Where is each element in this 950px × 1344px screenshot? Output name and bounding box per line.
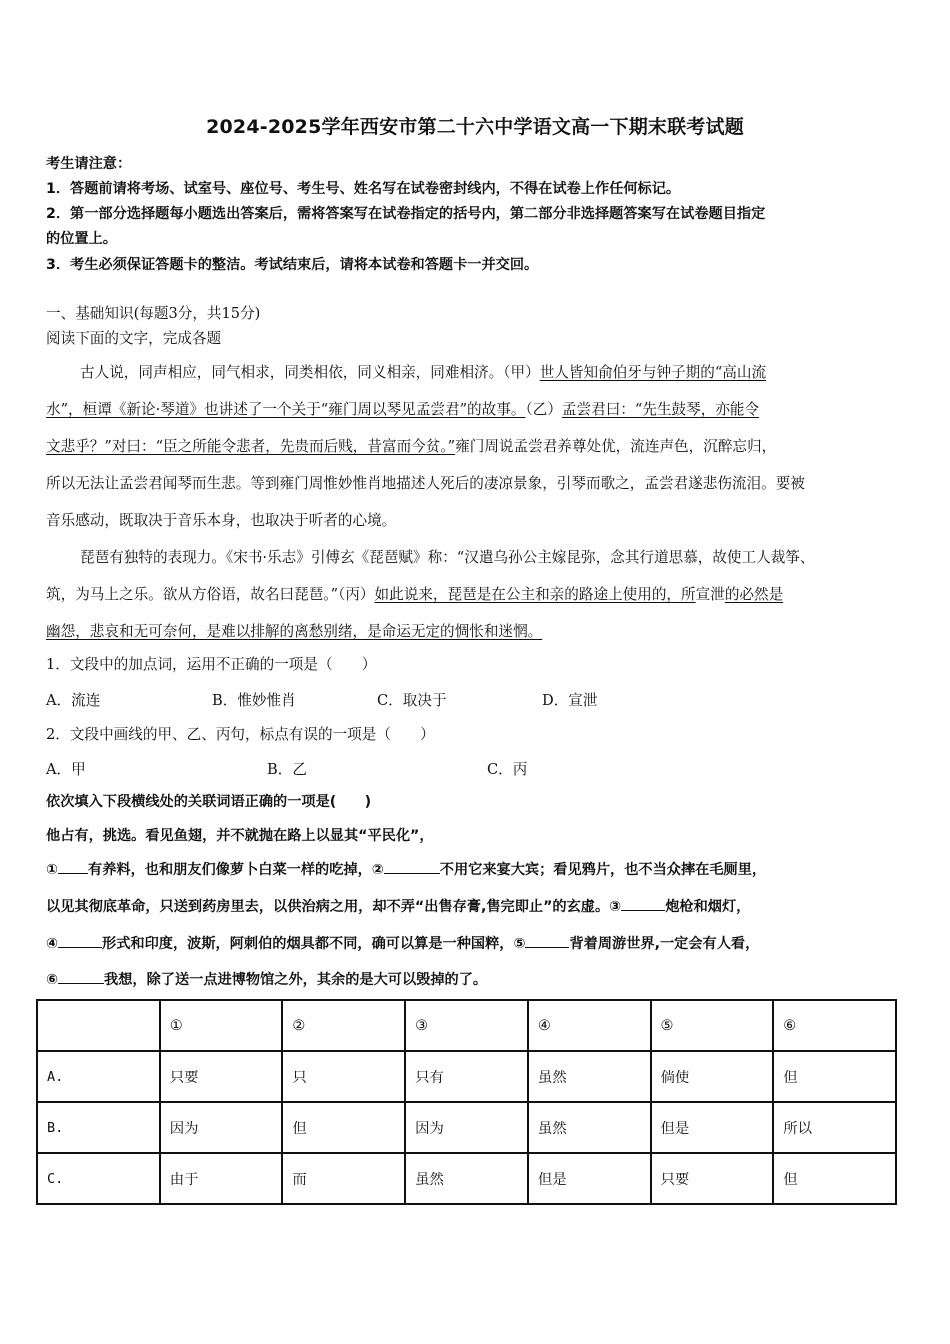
q3-passage-line-1: 他占有，挑选。看见鱼翅，并不就抛在路上以显其“平民化”， — [46, 828, 434, 844]
underlined-sentence-bing: 如此说来，琵琶是在公主和亲的路途上使用的，所 — [374, 586, 696, 603]
table-cell: 而 — [282, 1153, 405, 1204]
label-yi: （乙） — [525, 401, 562, 418]
passage-2-line-1: 琵琶有独特的表现力。《宋书·乐志》引傅玄《琵琶赋》称：“汉遣乌孙公主嫁昆弥，念其行道思慕，故使工人裁筝、 — [80, 549, 815, 566]
table-header-cell: ⑥ — [773, 1000, 896, 1051]
blank-line-1 — [58, 859, 88, 874]
table-row-option-b[interactable] — [37, 1102, 896, 1153]
notice-item-3: 3．考生必须保证答题卡的整洁。考试结束后，请将本试卷和答题卡一并交回。 — [46, 257, 539, 273]
table-header-row — [37, 1000, 896, 1051]
blank-line-6 — [58, 969, 104, 984]
table-cell: 但是 — [528, 1153, 651, 1204]
table-header-cell: ③ — [405, 1000, 528, 1051]
q2-option-c[interactable]: C．丙 — [487, 761, 528, 778]
table-cell: 由于 — [160, 1153, 283, 1204]
table-cell: 只 — [282, 1051, 405, 1102]
table-cell: 只要 — [160, 1051, 283, 1102]
underlined-sentence-yi: 孟尝君曰：“先生鼓琴，亦能令 — [561, 401, 760, 418]
passage-text: 筑，为马上之乐。欲从方俗语，故名曰琵琶。”（丙） — [46, 586, 375, 603]
table-header-cell: ④ — [528, 1000, 651, 1051]
table-row-option-c[interactable] — [37, 1153, 896, 1204]
passage-text: 雍门周说孟尝君养尊处优，流连声色，沉醉忘归， — [455, 438, 777, 455]
passage-text: 所以无法让孟尝君闻琴而生悲。等到雍门周惟妙惟肖地 — [46, 475, 397, 492]
table-header-cell: ① — [160, 1000, 283, 1051]
q1-option-c[interactable]: C．取决于 — [377, 692, 447, 709]
q3-text: 不用它来宴大宾；看见鸦片，也不当众摔在毛厕里， — [439, 862, 767, 878]
table-header-cell: ⑤ — [651, 1000, 774, 1051]
blank-line-4 — [58, 933, 102, 948]
notice-heading: 考生请注意： — [46, 156, 132, 172]
q3-passage-line-4 — [46, 933, 759, 953]
table-cell: 但 — [773, 1153, 896, 1204]
table-cell: B. — [37, 1102, 160, 1153]
passage-1-line-3 — [46, 435, 776, 456]
blank-marker-6: ⑥ — [46, 972, 59, 988]
q3-passage-line-2 — [46, 859, 766, 879]
passage-2-line-2 — [46, 583, 783, 604]
table-header-cell: ② — [282, 1000, 405, 1051]
table-header-cell — [37, 1000, 160, 1051]
blank-line-2 — [384, 859, 440, 874]
underlined-sentence-bing-end: 幽怨，悲哀和无可奈何，是难以排解的离愁别绪，是命运无定的惆怅和迷惘。 — [46, 623, 543, 640]
blank-line-5 — [525, 933, 569, 948]
q3-text: 背着周游世界,一定会有人看， — [569, 936, 760, 952]
passage-1-line-5: 音乐感动，既取决于音乐本身，也取决于听者的心境。 — [46, 512, 397, 529]
underlined-sentence-yi-cont: 文悲乎？”对曰：“臣之所能令悲者，先贵而后贱，昔富而今贫。” — [46, 438, 456, 455]
table-cell: 但 — [773, 1051, 896, 1102]
section-heading: 一、基础知识(每题3分，共15分) — [46, 305, 261, 322]
notice-item-1: 1．答题前请将考场、试室号、座位号、考生号、姓名写在试卷密封线内，不得在试卷上作任何标记。 — [46, 181, 681, 197]
table-cell: A. — [37, 1051, 160, 1102]
table-cell: 虽然 — [528, 1102, 651, 1153]
underlined-sentence-bing-cont: 的必然是 — [724, 586, 784, 603]
blank-line-3 — [621, 896, 665, 911]
exam-title: 2024-2025学年西安市第二十六中学语文高一下期末联考试题 — [206, 116, 744, 138]
reading-instruction: 阅读下面的文字，完成各题 — [46, 330, 222, 347]
table-cell: C. — [37, 1153, 160, 1204]
table-cell: 因为 — [405, 1102, 528, 1153]
notice-item-2: 2．第一部分选择题每小题选出答案后，需将答案写在试卷指定的括号内，第二部分非选择题答案写在试卷题目指定 — [46, 206, 766, 222]
dotted-word: 宣泄 — [695, 586, 725, 603]
underlined-sentence-jia: 世人皆知俞伯牙与钟子期的“高山流 — [539, 364, 767, 381]
underlined-sentence-jia-cont: 水”，桓谭《新论·琴道》也讲述了一个关于“雍门周以琴见孟尝君”的故事。 — [46, 401, 526, 418]
passage-text: 描述人死后的凄凉景象，引琴而歌之，孟尝君遂悲伤流泪。要被 — [396, 475, 805, 492]
q1-option-b[interactable]: B．惟妙惟肖 — [212, 692, 296, 709]
answer-options-table — [36, 999, 897, 1205]
blank-marker-4: ④ — [46, 936, 59, 952]
passage-1-line-4 — [46, 472, 805, 493]
table-cell: 倘使 — [651, 1051, 774, 1102]
q2-option-a[interactable]: A．甲 — [46, 761, 86, 778]
table-row-option-a[interactable] — [37, 1051, 896, 1102]
q1-option-a[interactable]: A．流连 — [46, 692, 101, 709]
passage-2-line-3 — [46, 620, 542, 641]
question-1-stem: 1．文段中的加点词，运用不正确的一项是（ ） — [46, 656, 377, 673]
question-3-stem: 依次填入下段横线处的关联词语正确的一项是( ) — [46, 794, 372, 810]
question-2-stem: 2．文段中画线的甲、乙、丙句，标点有误的一项是（ ） — [46, 726, 435, 743]
q3-text: 我想，除了送一点进博物馆之外，其余的是大可以毁掉的了。 — [104, 972, 488, 988]
q3-passage-line-3 — [46, 896, 750, 916]
table-cell: 只有 — [405, 1051, 528, 1102]
blank-marker-1: ① — [46, 862, 59, 878]
q3-text: 有养料，也和朋友们像萝卜白菜一样的吃掉，② — [88, 862, 384, 878]
table-cell: 所以 — [773, 1102, 896, 1153]
q1-option-d[interactable]: D．宣泄 — [542, 692, 598, 709]
passage-text: 古人说，同声相应，同气相求，同类相依，同义相亲，同难相济。（甲） — [80, 364, 540, 381]
table-cell: 但是 — [651, 1102, 774, 1153]
q3-text: 形式和印度，波斯，阿刺伯的烟具都不同，确可以算是一种国粹，⑤ — [102, 936, 526, 952]
table-cell: 虽然 — [528, 1051, 651, 1102]
table-cell: 但 — [282, 1102, 405, 1153]
table-cell: 只要 — [651, 1153, 774, 1204]
q3-text: 以见其彻底革命，只送到药房里去，以供治病之用，却不弄“出售存膏,售完即止”的玄虚。③ — [46, 899, 622, 915]
passage-1-line-2 — [46, 398, 759, 419]
table-cell: 因为 — [160, 1102, 283, 1153]
notice-item-2-cont: 的位置上。 — [46, 231, 117, 247]
q3-passage-line-5 — [46, 969, 487, 989]
q2-option-b[interactable]: B．乙 — [267, 761, 307, 778]
q3-text: 炮枪和烟灯， — [665, 899, 751, 915]
table-cell: 虽然 — [405, 1153, 528, 1204]
passage-1-line-1 — [80, 361, 766, 382]
